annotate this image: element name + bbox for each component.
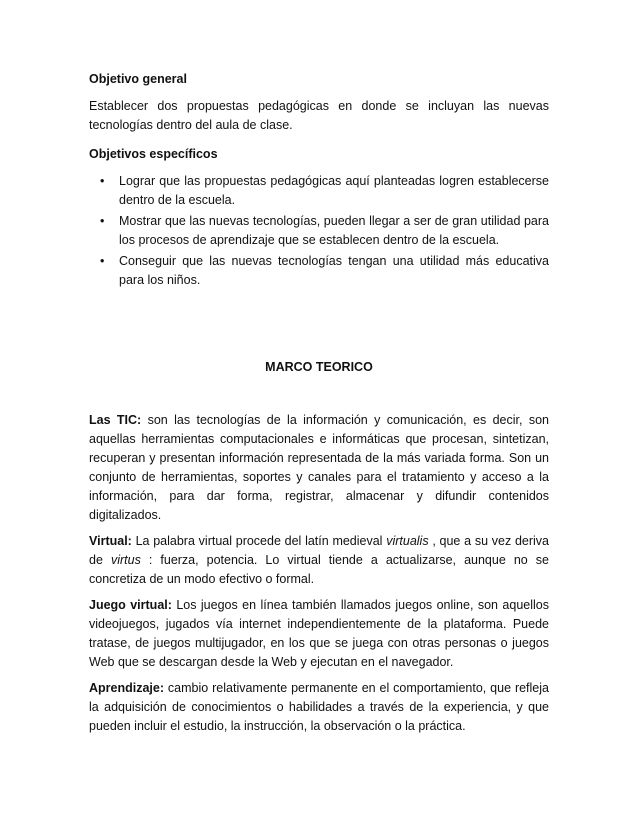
- bullet-icon: •: [100, 174, 105, 188]
- list-item: [89, 172, 549, 210]
- term-juego-virtual: Juego virtual:: [89, 598, 172, 612]
- document-content: [89, 70, 549, 743]
- objetivos-especificos-list: [89, 172, 549, 290]
- definition-virtual: [89, 532, 549, 589]
- latin-word-virtus: virtus: [110, 553, 141, 567]
- objetivo-general-heading: Objetivo general: [89, 72, 187, 86]
- objetivo-general-text: Establecer dos propuestas pedagógicas en donde se incluyan las nuevas tecnologías dentro del aula de clase.: [89, 99, 549, 132]
- definition-virtual-text-3: : fuerza, potencia. Lo virtual tiende a actualizarse, aunque no se concretiza de un modo efectivo o formal.: [89, 553, 549, 586]
- objetivos-especificos-heading: Objetivos específicos: [89, 147, 218, 161]
- definition-tic: [89, 411, 549, 525]
- list-item: [89, 252, 549, 290]
- definition-tic-text: son las tecnologías de la información y comunicación, es decir, son aquellas herramientas computacionales e informáticas que procesan, sintetizan, recuperan y presentan información representada de la más variada forma. Son un conjunto de herramientas, soportes y canales para el tratamiento y acceso a la información, para dar forma, registrar, almacenar y difundir contenidos digitalizados.: [89, 413, 549, 522]
- definition-virtual-text-1: La palabra virtual procede del latín medieval: [131, 534, 387, 548]
- bullet-icon: •: [100, 254, 105, 268]
- definition-virtual-text-2: , que a su vez deriva de: [89, 534, 549, 567]
- list-item-text: Conseguir que las nuevas tecnologías tengan una utilidad más educativa para los niños.: [119, 254, 549, 287]
- definition-aprendizaje: [89, 679, 549, 736]
- latin-word-virtualis: virtualis: [386, 534, 429, 548]
- definition-juego-virtual-text: Los juegos en línea también llamados juegos online, son aquellos videojuegos, jugados vía internet independientemente de la plataforma. Puede tratase, de juegos multijugador, en los que se juega con otras personas o juegos Web que se descargan desde la Web y ejecutan en el navegador.: [89, 598, 549, 669]
- term-aprendizaje: Aprendizaje:: [89, 681, 165, 695]
- term-virtual: Virtual:: [89, 534, 132, 548]
- term-tic: Las TIC:: [89, 413, 142, 427]
- list-item-text: Lograr que las propuestas pedagógicas aquí planteadas logren establecerse dentro de la escuela.: [119, 174, 549, 207]
- marco-teorico-title: MARCO TEORICO: [265, 360, 373, 374]
- definition-aprendizaje-text: cambio relativamente permanente en el comportamiento, que refleja la adquisición de conocimientos o habilidades a través de la experiencia, y que pueden incluir el estudio, la instrucción, la observación o la práctica.: [89, 681, 549, 733]
- bullet-icon: •: [100, 214, 105, 228]
- definition-juego-virtual: [89, 596, 549, 672]
- list-item-text: Mostrar que las nuevas tecnologías, pueden llegar a ser de gran utilidad para los procesos de aprendizaje que se establecen dentro de la escuela.: [119, 214, 549, 247]
- list-item: [89, 212, 549, 250]
